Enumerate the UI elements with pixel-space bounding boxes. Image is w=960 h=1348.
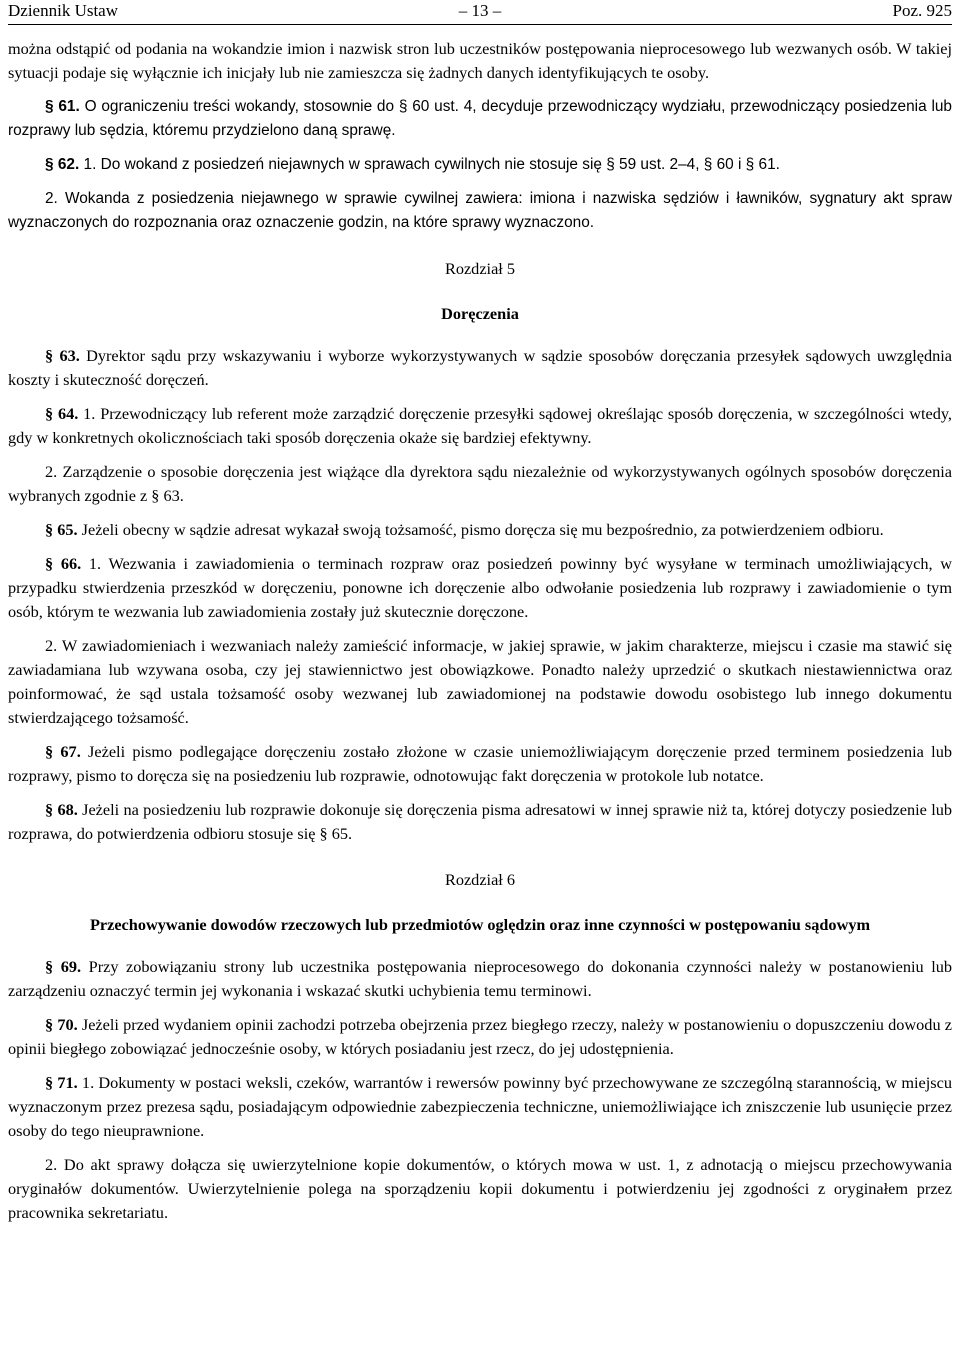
section-64: [8, 402, 952, 450]
section-text: Jeżeli obecny w sądzie adresat wykazał swoją tożsamość, pismo doręcza się mu bezpośrednio, za potwierdzeniem odbioru.: [81, 520, 884, 539]
section-number: § 67.: [45, 742, 81, 761]
section-63: [8, 344, 952, 392]
section-text: Dyrektor sądu przy wskazywaniu i wyborze wykorzystywanych w sądzie sposobów doręczania przesyłek sądowych uwzględnia koszty i skuteczność doręczeń.: [8, 346, 952, 389]
section-number: § 70.: [45, 1015, 78, 1034]
section-66: [8, 552, 952, 624]
section-number: § 71.: [45, 1073, 78, 1092]
section-69: [8, 955, 952, 1003]
section-number: § 69.: [45, 957, 82, 976]
section-text: 1. Przewodniczący lub referent może zarządzić doręczenie przesyłki sądowej określając sposób doręczenia, w szczególności wtedy, gdy w konkretnych okolicznościach taki sposób doręczenia okaże się bardziej efektywny.: [8, 404, 952, 447]
section-62-item-2: 2. Wokanda z posiedzenia niejawnego w sprawie cywilnej zawiera: imiona i nazwiska sędziów i ławników, sygnatury akt spraw wyznaczonych do rozpoznania oraz oznaczenie godzin, na które sprawy wyznaczono.: [8, 190, 952, 231]
chapter-title: Doręczenia: [441, 304, 519, 323]
section-70: [8, 1013, 952, 1061]
section-number: § 65.: [45, 520, 78, 539]
section-text: O ograniczeniu treści wokandy, stosownie do § 60 ust. 4, decyduje przewodniczący wydziału, przewodniczący posiedzenia lub rozprawy lub sędzia, któremu przydzielono daną sprawę.: [8, 98, 952, 139]
chapter-label: Rozdział 6: [444, 870, 516, 889]
section-71: [8, 1071, 952, 1143]
section-number: § 64.: [45, 404, 79, 423]
document-body: [8, 25, 952, 1225]
journal-name: Dziennik Ustaw: [8, 1, 119, 20]
paragraph-continuation: można odstąpić od podania na wokandzie imion i nazwisk stron lub uczestników postępowania nieprocesowego lub wezwanych osób. W takiej sytuacji podaje się wyłącznie ich inicjały lub nie zamieszcza się żadnych danych identyfikujących te osoby.: [8, 39, 952, 82]
section-62: [8, 153, 952, 177]
section-text: 1. Do wokand z posiedzeń niejawnych w sprawach cywilnych nie stosuje się § 59 ust. 2–4, § 60 i § 61.: [83, 156, 780, 173]
chapter-label: Rozdział 5: [444, 259, 516, 278]
section-number: § 62.: [45, 156, 80, 173]
section-text: Przy zobowiązaniu strony lub uczestnika postępowania nieprocesowego do dokonania czynności należy w postanowieniu lub zarządzeniu oznaczyć termin jej wykonania i wskazać skutki uchybienia temu terminowi.: [8, 957, 952, 1000]
section-67: [8, 740, 952, 788]
section-61: [8, 95, 952, 143]
page-number: – 13 –: [458, 1, 502, 20]
section-number: § 61.: [45, 98, 80, 115]
section-text: Jeżeli na posiedzeniu lub rozprawie dokonuje się doręczenia pisma adresatowi w innej sprawie niż ta, której dotyczy posiedzenie lub rozprawa, do potwierdzenia odbioru stosuje się § 65.: [8, 800, 952, 843]
section-65: [8, 518, 952, 542]
section-68: [8, 798, 952, 846]
section-text: Jeżeli pismo podlegające doręczeniu zostało złożone w czasie uniemożliwiającym doręczenie przed terminem posiedzenia lub rozprawy, pismo to doręcza się na posiedzeniu lub rozprawie, odnotowując fakt doręczenia w protokole lub notatce.: [8, 742, 952, 785]
position-number: Poz. 925: [892, 1, 952, 20]
page-header: [8, 0, 952, 25]
section-text: 1. Dokumenty w postaci weksli, czeków, warrantów i rewersów powinny być przechowywane ze szczególną starannością, w miejscu wyznaczonym przez prezesa sądu, posiadającym odpowiednie zabezpieczenia techniczne, uniemożliwiające ich zniszczenie lub usunięcie przez osoby do tego nieuprawnione.: [8, 1073, 953, 1140]
section-71-item-2: 2. Do akt sprawy dołącza się uwierzytelnione kopie dokumentów, o których mowa w ust. 1, z adnotacją o miejscu przechowywania oryginałów dokumentów. Uwierzytelnienie polega na sporządzeniu kopii dokumentu i potwierdzeniu jej zgodności z oryginałem przez pracownika sekretariatu.: [8, 1155, 952, 1222]
section-text: 1. Wezwania i zawiadomienia o terminach rozpraw oraz posiedzeń powinny być wysyłane w terminach umożliwiających, w przypadku stwierdzenia przeszkód w doręczeniu, ponowne ich doręczenie albo odwołanie posiedzenia lub rozprawy i zawiadomienie o tym osób, którym te wezwania lub zawiadomienia zostały już skutecznie doręczone.: [8, 554, 952, 621]
section-66-item-2: 2. W zawiadomieniach i wezwaniach należy zamieścić informacje, w jakiej sprawie, w jakim charakterze, miejscu i czasie ma stawić się zawiadamiana lub wzywana osoba, czy jej stawiennictwo jest obowiązkowe. Ponadto należy uprzedzić o skutkach niestawiennictwa oraz poinformować, że sąd ustala tożsamość osoby wezwanej lub zawiadomionej na podstawie dowodu osobistego lub innego dokumentu stwierdzającego tożsamość.: [8, 636, 952, 727]
chapter-title: Przechowywanie dowodów rzeczowych lub przedmiotów oględzin oraz inne czynności w postępowaniu sądowym: [89, 915, 871, 934]
section-number: § 66.: [45, 554, 82, 573]
section-number: § 63.: [45, 346, 80, 365]
section-64-item-2: 2. Zarządzenie o sposobie doręczenia jest wiążące dla dyrektora sądu niezależnie od wykorzystywanych ogólnych sposobów doręczenia wybranych zgodnie z § 63.: [8, 462, 952, 505]
section-number: § 68.: [45, 800, 78, 819]
section-text: Jeżeli przed wydaniem opinii zachodzi potrzeba obejrzenia przez biegłego rzeczy, należy w postanowieniu o dopuszczeniu dowodu z opinii biegłego zobowiązać jednocześnie osoby, w których posiadaniu jest rzecz, do jej udostępnienia.: [8, 1015, 952, 1058]
